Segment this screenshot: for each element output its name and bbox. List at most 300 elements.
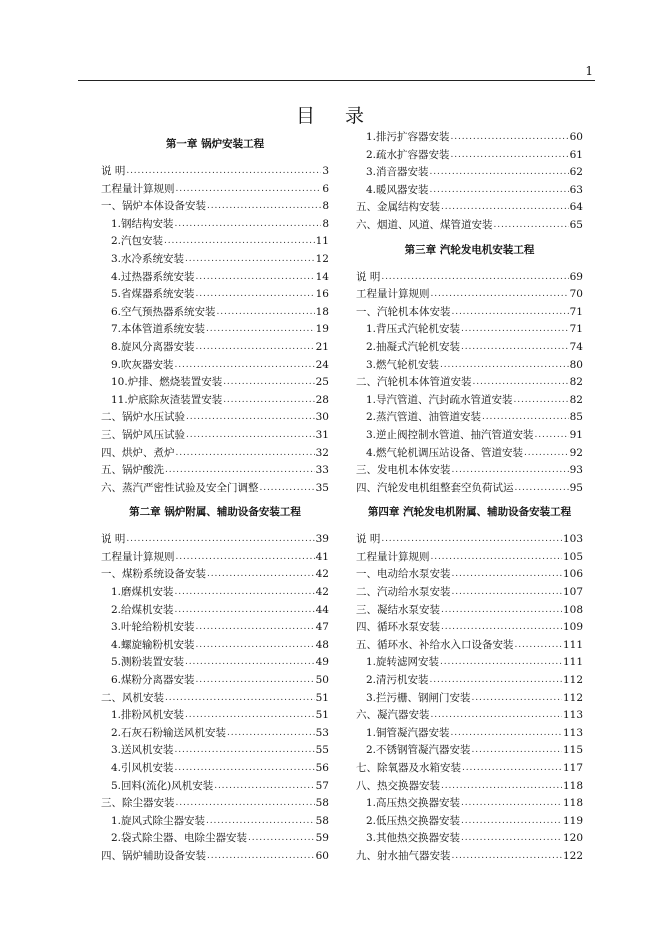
toc-entry-label: 11.炉底除灰渣装置安装 (111, 393, 223, 406)
dot-leader (185, 654, 315, 672)
toc-entry-page: 48 (315, 638, 329, 651)
dot-leader (430, 182, 569, 200)
dot-leader (196, 269, 315, 287)
toc-entry-page: 85 (569, 411, 583, 424)
toc-entry-page: 118 (562, 797, 583, 810)
toc-entry-label: 4.过热器系统安装 (111, 270, 195, 283)
toc-entry-label: 6.空气预热器系统安装 (111, 305, 216, 318)
toc-entry-label: 6.煤粉分离器安装 (111, 674, 195, 687)
dot-leader (206, 321, 315, 339)
toc-entry-page: 111 (562, 656, 583, 669)
toc-entry[interactable] (356, 637, 583, 655)
toc-entry[interactable] (101, 321, 329, 339)
toc-entry[interactable] (356, 480, 583, 498)
dot-leader (207, 848, 315, 866)
toc-entry-label: 二、汽轮机本体管道安装 (356, 376, 472, 389)
toc-entry[interactable] (356, 164, 583, 182)
toc-entry[interactable] (101, 286, 329, 304)
toc-entry[interactable] (356, 427, 583, 445)
toc-entry[interactable] (101, 584, 329, 602)
toc-entry-label: 2.蒸汽管道、油管道安装 (366, 411, 482, 424)
toc-entry[interactable] (101, 742, 329, 760)
toc-entry[interactable] (356, 566, 583, 584)
toc-entry-label: 四、锅炉辅助设备安装 (101, 849, 206, 862)
dot-leader (440, 654, 562, 672)
dot-leader (260, 480, 315, 498)
toc-entry-label: 3.叶轮给粉机安装 (111, 621, 195, 634)
header-rule (78, 80, 595, 81)
toc-entry-page: 109 (562, 621, 583, 634)
toc-entry-page: 70 (569, 288, 583, 301)
toc-entry-label: 二、风机安装 (101, 691, 164, 704)
toc-entry[interactable] (356, 304, 583, 322)
toc-entry-page: 60 (569, 131, 583, 143)
toc-entry[interactable] (356, 725, 583, 743)
chapter-heading: 第三章 汽轮发电机安装工程 (404, 243, 535, 256)
toc-entry[interactable] (101, 690, 329, 708)
dot-leader (431, 707, 562, 725)
toc-entry-page: 60 (315, 849, 329, 862)
toc-entry-label: 二、锅炉水压试验 (101, 411, 185, 424)
toc-entry-page: 61 (569, 148, 583, 161)
toc-entry[interactable] (101, 357, 329, 375)
dot-leader (186, 427, 315, 445)
toc-entry[interactable] (356, 392, 583, 410)
dot-leader (535, 427, 569, 445)
dot-leader (207, 198, 321, 216)
toc-entry-label: 2.不锈钢管凝汽器安装 (366, 744, 471, 757)
dot-leader (441, 199, 569, 217)
dot-leader (452, 584, 562, 602)
toc-entry[interactable] (101, 637, 329, 655)
toc-entry-page: 24 (315, 358, 329, 371)
toc-entry[interactable] (356, 182, 583, 200)
toc-entry-label: 六、凝汽器安装 (356, 709, 430, 722)
toc-entry[interactable] (101, 304, 329, 322)
toc-entry-label: 5.测粉装置安装 (111, 656, 185, 669)
toc-entry[interactable] (101, 602, 329, 620)
toc-entry-label: 1.旋风式除尘器安装 (111, 814, 206, 827)
dot-leader (515, 637, 562, 655)
toc-entry-label: 1.背压式汽轮机安装 (366, 323, 461, 336)
toc-entry-label: 3.其他热交换器安装 (366, 832, 461, 845)
dot-leader (175, 216, 322, 234)
toc-entry[interactable] (101, 233, 329, 251)
toc-entry-label: 工程量计算规则 (356, 288, 430, 301)
toc-entry[interactable] (356, 217, 583, 235)
toc-entry[interactable] (356, 462, 583, 480)
dot-leader (472, 690, 562, 708)
toc-entry-page: 93 (569, 464, 583, 477)
toc-entry[interactable] (101, 566, 329, 584)
dot-leader (482, 409, 569, 427)
toc-entry-page: 108 (562, 603, 583, 616)
toc-entry-label: 3.燃气轮机安装 (366, 358, 440, 371)
dot-leader (165, 690, 315, 708)
toc-entry-page: 80 (569, 358, 583, 371)
toc-entry-label: 工程量计算规则 (101, 550, 175, 563)
toc-entry-label: 说 明 (356, 270, 381, 283)
toc-entry-label: 1.排污扩容器安装 (366, 131, 450, 143)
toc-entry[interactable] (101, 409, 329, 427)
toc-entry-label: 2.疏水扩容器安装 (366, 148, 450, 161)
toc-entry-label: 1.钢结构安装 (111, 217, 174, 230)
toc-entry-page: 103 (562, 533, 583, 546)
dot-leader (452, 304, 569, 322)
toc-entry-page: 105 (562, 550, 583, 563)
toc-entry-label: 4.燃气轮机调压站设备、管道安装 (366, 446, 524, 459)
toc-entry[interactable] (356, 445, 583, 463)
toc-entry-page: 122 (562, 849, 583, 862)
toc-entry-label: 三、锅炉风压试验 (101, 428, 185, 441)
toc-entry-label: 5.省煤器系统安装 (111, 288, 195, 301)
toc-entry-page: 41 (315, 550, 329, 563)
dot-leader (186, 409, 315, 427)
toc-entry-page: 51 (315, 709, 329, 722)
dot-leader (223, 392, 314, 410)
toc-entry-page: 35 (315, 481, 329, 494)
toc-entry-label: 10.炉排、燃烧装置安装 (111, 376, 223, 389)
toc-entry-page: 71 (569, 305, 583, 318)
toc-entry-page: 42 (315, 568, 329, 581)
toc-entry-page: 91 (569, 428, 583, 441)
toc-entry-page: 58 (315, 797, 329, 810)
toc-entry[interactable] (356, 286, 583, 304)
toc-entry-page: 56 (315, 762, 329, 774)
dot-leader (196, 339, 315, 357)
toc-entry-label: 1.导汽管道、汽封疏水管道安装 (366, 393, 513, 406)
dot-leader (176, 549, 315, 567)
toc-entry-page: 112 (562, 674, 583, 687)
toc-entry[interactable] (101, 480, 329, 498)
toc-entry[interactable] (101, 163, 329, 181)
toc-entry-label: 1.铜管凝汽器安装 (366, 726, 450, 739)
toc-entry-label: 9.吹灰器安装 (111, 358, 174, 371)
toc-entry-page: 33 (315, 464, 329, 477)
toc-entry-label: 8.旋风分离器安装 (111, 340, 195, 353)
toc-entry[interactable] (356, 129, 583, 147)
toc-entry-label: 四、循环水泵安装 (356, 621, 440, 634)
toc-entry-page: 18 (315, 305, 329, 318)
toc-entry-page: 57 (315, 779, 329, 792)
toc-entry-page: 39 (315, 533, 329, 546)
toc-entry-page: 69 (569, 270, 583, 283)
toc-entry-page: 113 (562, 709, 583, 722)
toc-entry-page: 12 (315, 252, 329, 265)
toc-entry-page: 28 (315, 393, 329, 406)
toc-entry-page: 14 (315, 270, 329, 283)
toc-entry-page: 11 (315, 235, 329, 248)
dot-leader (430, 164, 569, 182)
dot-leader (461, 339, 569, 357)
toc-entry-label: 五、锅炉酸洗 (101, 464, 164, 477)
toc-entry[interactable] (356, 409, 583, 427)
dot-leader (196, 672, 315, 690)
dot-leader (441, 778, 562, 796)
toc-entry-label: 4.螺旋输粉机安装 (111, 638, 195, 651)
toc-entry-page: 51 (315, 691, 329, 704)
toc-entry-label: 说 明 (356, 533, 381, 546)
toc-entry-page: 92 (569, 446, 583, 459)
chapter-heading: 第一章 锅炉安装工程 (165, 138, 265, 150)
toc-entry[interactable] (101, 216, 329, 234)
toc-entry-label: 一、煤粉系统设备安装 (101, 568, 206, 581)
toc-entry-label: 三、凝结水泵安装 (356, 603, 440, 616)
toc-entry-page: 44 (315, 603, 329, 616)
title-char-1: 目 (295, 105, 317, 127)
toc-entry-page: 30 (315, 411, 329, 424)
toc-entry-label: 五、循环水、补给水入口设备安装 (356, 638, 514, 651)
dot-leader (227, 725, 315, 743)
toc-entry[interactable] (356, 321, 583, 339)
toc-entry[interactable] (356, 549, 583, 567)
dot-leader (452, 848, 562, 866)
toc-entry-page: 42 (315, 586, 329, 599)
toc-entry-page: 112 (562, 691, 583, 704)
toc-entry[interactable] (356, 374, 583, 392)
toc-entry-label: 1.磨煤机安装 (111, 586, 174, 599)
toc-entry-page: 3 (322, 165, 329, 177)
toc-entry[interactable] (356, 848, 583, 866)
toc-entry[interactable] (101, 392, 329, 410)
toc-entry-label: 六、蒸汽严密性试验及安全门调整 (101, 481, 259, 494)
toc-entry-page: 119 (562, 814, 583, 827)
dot-leader (473, 374, 569, 392)
toc-entry[interactable] (356, 813, 583, 831)
toc-entry-page: 64 (569, 201, 583, 214)
toc-entry[interactable] (101, 339, 329, 357)
toc-entry-label: 2.汽包安装 (111, 235, 164, 248)
toc-entry-label: 2.石灰石粉输送风机安装 (111, 726, 227, 739)
toc-entry[interactable] (101, 830, 329, 848)
toc-entry-page: 8 (322, 200, 329, 213)
toc-entry[interactable] (101, 813, 329, 831)
toc-entry[interactable] (101, 778, 329, 796)
toc-entry[interactable] (356, 147, 583, 165)
toc-entry-label: 说 明 (101, 165, 126, 177)
dot-leader (176, 181, 322, 199)
toc-entry-label: 一、汽轮机本体安装 (356, 305, 451, 318)
dot-leader (126, 531, 314, 549)
toc-entry[interactable] (101, 251, 329, 269)
toc-entry[interactable] (101, 654, 329, 672)
toc-entry[interactable] (101, 672, 329, 690)
toc-entry-page: 82 (569, 393, 583, 406)
dot-leader (164, 233, 315, 251)
toc-entry-page: 53 (315, 726, 329, 739)
dot-leader (441, 602, 562, 620)
toc-entry-label: 三、除尘器安装 (101, 797, 175, 810)
toc-entry[interactable] (101, 619, 329, 637)
toc-entry-page: 82 (569, 376, 583, 389)
toc-entry-label: 2.低压热交换器安装 (366, 814, 461, 827)
dot-leader (214, 778, 314, 796)
toc-left-column (101, 129, 329, 866)
toc-entry[interactable] (101, 707, 329, 725)
dot-leader (165, 462, 315, 480)
dot-leader (175, 602, 315, 620)
dot-leader (126, 163, 321, 181)
toc-entry-label: 工程量计算规则 (101, 182, 175, 195)
chapter-heading: 第四章 汽轮发电机附属、辅助设备安装工程 (367, 506, 572, 519)
toc-entry-label: 2.抽凝式汽轮机安装 (366, 340, 461, 353)
dot-leader (461, 795, 562, 813)
dot-leader (452, 462, 569, 480)
toc-entry-label: 二、汽动给水泵安装 (356, 586, 451, 599)
dot-leader (524, 445, 569, 463)
toc-entry-page: 74 (569, 340, 583, 353)
dot-leader (451, 129, 569, 147)
toc-entry-label: 七、除氧器及水箱安装 (356, 762, 461, 774)
dot-leader (175, 742, 315, 760)
dot-leader (461, 813, 562, 831)
dot-leader (217, 304, 315, 322)
toc-entry-page: 111 (562, 638, 583, 651)
toc-entry[interactable] (356, 795, 583, 813)
toc-entry[interactable] (356, 778, 583, 796)
toc-entry-page: 71 (569, 323, 583, 336)
toc-entry-page: 31 (315, 428, 329, 441)
toc-entry[interactable] (356, 602, 583, 620)
toc-entry[interactable] (101, 181, 329, 199)
toc-entry-label: 7.本体管道系统安装 (111, 323, 206, 336)
toc-entry[interactable] (356, 584, 583, 602)
toc-entry-label: 5.回料(流化)风机安装 (111, 779, 214, 792)
dot-leader (175, 584, 315, 602)
dot-leader (494, 217, 569, 235)
toc-entry-page: 107 (562, 586, 583, 599)
toc-entry[interactable] (101, 374, 329, 392)
dot-leader (176, 445, 315, 463)
toc-entry-page: 6 (322, 182, 329, 195)
toc-entry[interactable] (356, 339, 583, 357)
toc-entry-page: 62 (569, 166, 583, 179)
page-number: 1 (585, 64, 593, 78)
dot-leader (175, 760, 315, 778)
toc-entry[interactable] (101, 760, 329, 778)
toc-entry[interactable] (356, 531, 583, 549)
toc-entry-label: 3.消音器安装 (366, 166, 429, 179)
title-char-2: 录 (345, 105, 367, 127)
toc-entry-page: 120 (562, 832, 583, 845)
dot-leader (381, 531, 562, 549)
toc-entry-page: 21 (315, 340, 329, 353)
toc-entry-label: 4.引风机安装 (111, 762, 174, 774)
toc-entry[interactable] (356, 199, 583, 217)
toc-entry-label: 五、金属结构安装 (356, 201, 440, 214)
dot-leader (462, 760, 562, 778)
dot-leader (451, 147, 569, 165)
toc-entry-label: 八、热交换器安装 (356, 779, 440, 792)
dot-leader (381, 269, 568, 287)
toc-entry-page: 118 (562, 779, 583, 792)
toc-entry[interactable] (356, 269, 583, 287)
toc-entry-label: 六、烟道、风道、煤管道安装 (356, 218, 493, 231)
toc-entry[interactable] (101, 725, 329, 743)
toc-entry[interactable] (101, 848, 329, 866)
toc-entry[interactable] (101, 198, 329, 216)
dot-leader (461, 321, 569, 339)
toc-entry[interactable] (101, 795, 329, 813)
toc-entry-page: 25 (315, 376, 329, 389)
toc-entry[interactable] (101, 427, 329, 445)
toc-entry-label: 2.清污机安装 (366, 674, 429, 687)
dot-leader (451, 725, 562, 743)
toc-entry-label: 1.高压热交换器安装 (366, 797, 461, 810)
dot-leader (196, 619, 315, 637)
dot-leader (452, 566, 562, 584)
dot-leader (440, 357, 569, 375)
dot-leader (185, 251, 315, 269)
toc-entry[interactable] (101, 269, 329, 287)
dot-leader (176, 795, 315, 813)
dot-leader (206, 813, 315, 831)
toc-entry-label: 4.暖风器安装 (366, 183, 429, 196)
dot-leader (515, 480, 569, 498)
toc-entry-page: 106 (562, 568, 583, 581)
toc-entry[interactable] (356, 654, 583, 672)
toc-entry[interactable] (356, 760, 583, 778)
chapter-heading: 第二章 锅炉附属、辅助设备安装工程 (129, 506, 301, 519)
dot-leader (514, 392, 569, 410)
toc-entry-label: 1.排粉风机安装 (111, 709, 185, 722)
toc-entry-page: 58 (315, 814, 329, 827)
toc-entry-page: 117 (562, 762, 583, 774)
document-title (0, 101, 662, 128)
toc-entry-page: 19 (315, 323, 329, 336)
dot-leader (431, 549, 562, 567)
dot-leader (441, 619, 562, 637)
dot-leader (472, 742, 562, 760)
toc-entry[interactable] (101, 531, 329, 549)
toc-entry-label: 三、发电机本体安装 (356, 464, 451, 477)
toc-entry-page: 55 (315, 744, 329, 757)
toc-entry-page: 63 (569, 183, 583, 196)
toc-entry-label: 工程量计算规则 (356, 550, 430, 563)
toc-entry[interactable] (356, 357, 583, 375)
toc-entry[interactable] (101, 445, 329, 463)
toc-entry-page: 115 (562, 744, 583, 757)
toc-entry-page: 59 (315, 832, 329, 845)
toc-entry[interactable] (356, 707, 583, 725)
dot-leader (431, 286, 569, 304)
toc-entry-page: 65 (569, 218, 583, 231)
toc-entry-label: 2.给煤机安装 (111, 603, 174, 616)
toc-entry[interactable] (356, 830, 583, 848)
toc-entry[interactable] (356, 619, 583, 637)
toc-entry[interactable] (356, 690, 583, 708)
dot-leader (196, 637, 315, 655)
toc-entry-page: 32 (315, 446, 329, 459)
dot-leader (248, 830, 315, 848)
toc-entry-label: 说 明 (101, 533, 126, 546)
toc-entry[interactable] (101, 462, 329, 480)
toc-entry-page: 95 (569, 481, 583, 494)
toc-entry-page: 49 (315, 656, 329, 669)
toc-entry-page: 16 (315, 288, 329, 301)
toc-entry-page: 113 (562, 726, 583, 739)
toc-entry-label: 3.逆止阀控制水管道、抽汽管道安装 (366, 428, 534, 441)
toc-entry-label: 1.旋转滤网安装 (366, 656, 440, 669)
toc-entry-label: 2.袋式除尘器、电除尘器安装 (111, 832, 248, 845)
toc-entry-page: 8 (322, 217, 329, 230)
toc-entry-label: 3.水冷系统安装 (111, 252, 185, 265)
toc-entry[interactable] (356, 742, 583, 760)
toc-entry[interactable] (101, 549, 329, 567)
toc-entry-label: 一、锅炉本体设备安装 (101, 200, 206, 213)
toc-entry-page: 50 (315, 674, 329, 687)
toc-entry[interactable] (356, 672, 583, 690)
